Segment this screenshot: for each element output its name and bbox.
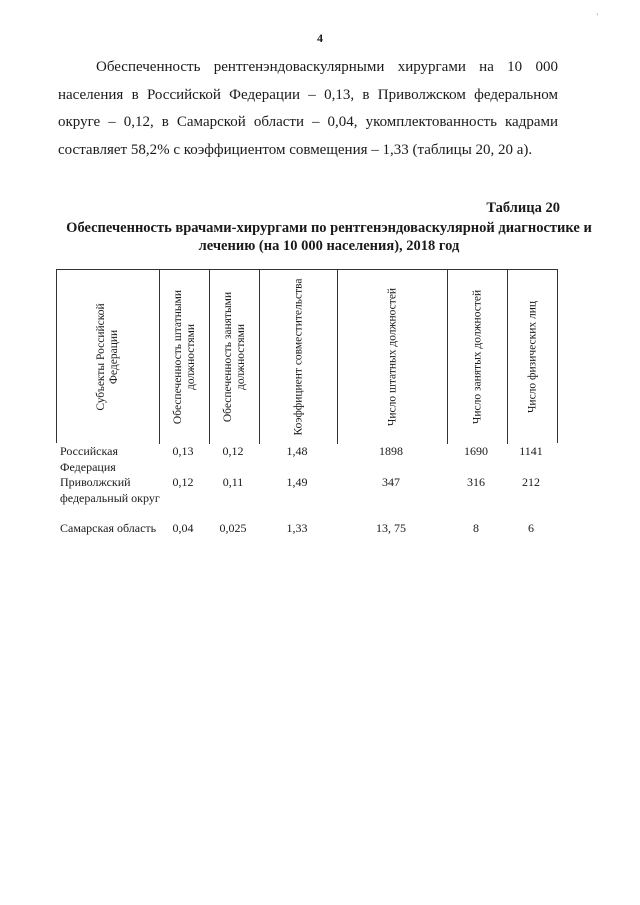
row-individuals: 212 xyxy=(522,475,540,489)
row-subject: Российская Федерация xyxy=(60,444,118,474)
header-occupied-positions xyxy=(447,270,507,444)
table-row xyxy=(56,475,558,521)
row-staff-positions: 1898 xyxy=(379,444,403,458)
table-body xyxy=(56,444,558,552)
table-title: Обеспеченность врачами-хирургами по рентгенэндоваскулярной диагностике и лечению (на 10 000 населения), 2018 год xyxy=(66,220,592,254)
row-occupied-positions: 316 xyxy=(467,475,485,489)
row-staff-positions: 13, 75 xyxy=(376,521,406,535)
header-staff-provision xyxy=(159,270,209,444)
row-staff-provision: 0,04 xyxy=(172,521,194,535)
row-occupied-positions: 8 xyxy=(473,521,479,535)
row-individuals: 6 xyxy=(528,521,534,535)
row-occupied-provision: 0,025 xyxy=(219,521,247,535)
row-occupied-positions: 1690 xyxy=(464,444,488,458)
row-coefficient: 1,48 xyxy=(286,444,308,458)
header-occupied-provision-text: Обеспеченность занятыми должностями xyxy=(221,291,247,423)
table-label: Таблица 20 xyxy=(486,200,560,216)
table-row xyxy=(56,444,558,475)
row-coefficient: 1,49 xyxy=(286,475,308,489)
row-staff-provision: 0,12 xyxy=(172,475,194,489)
header-coefficient-text: Коэффициент совместительства xyxy=(292,278,304,436)
header-staff-positions xyxy=(337,270,447,444)
header-individuals-text: Число физических лиц xyxy=(526,300,538,414)
header-individuals xyxy=(507,270,557,444)
corner-mark: ' xyxy=(596,12,598,21)
row-occupied-provision: 0,11 xyxy=(222,475,244,489)
header-subject-text: Субъекты Российской Федерации xyxy=(95,303,120,411)
row-staff-provision: 0,13 xyxy=(172,444,194,458)
header-staff-positions-text: Число штатных должностей xyxy=(386,287,398,427)
header-occupied-positions-text: Число занятых должностей xyxy=(471,289,483,425)
intro-paragraph: Обеспеченность рентгенэндоваскулярными хирургами на 10 000 населения в Российской Федерации – 0,13, в Приволжском федеральном округе – 0,12, в Самарской области – 0,04, укомплектованность кадрами составляет 58,2% с коэффициентом совмещения – 1,33 (таблицы 20, 20 а). xyxy=(58,59,558,158)
header-coefficient xyxy=(259,270,337,444)
header-subject xyxy=(57,270,159,444)
header-staff-provision-text: Обеспеченность штатными должностями xyxy=(171,289,197,425)
row-subject: Приволжский федеральный округ xyxy=(60,475,160,505)
row-subject: Самарская область xyxy=(60,521,157,535)
table-row xyxy=(56,521,558,552)
row-coefficient: 1,33 xyxy=(286,521,308,535)
page-number: 4 xyxy=(317,31,323,45)
row-staff-positions: 347 xyxy=(382,475,400,489)
row-occupied-provision: 0,12 xyxy=(222,444,244,458)
header-occupied-provision xyxy=(209,270,259,444)
table-header xyxy=(56,269,558,443)
row-individuals: 1141 xyxy=(519,444,543,458)
